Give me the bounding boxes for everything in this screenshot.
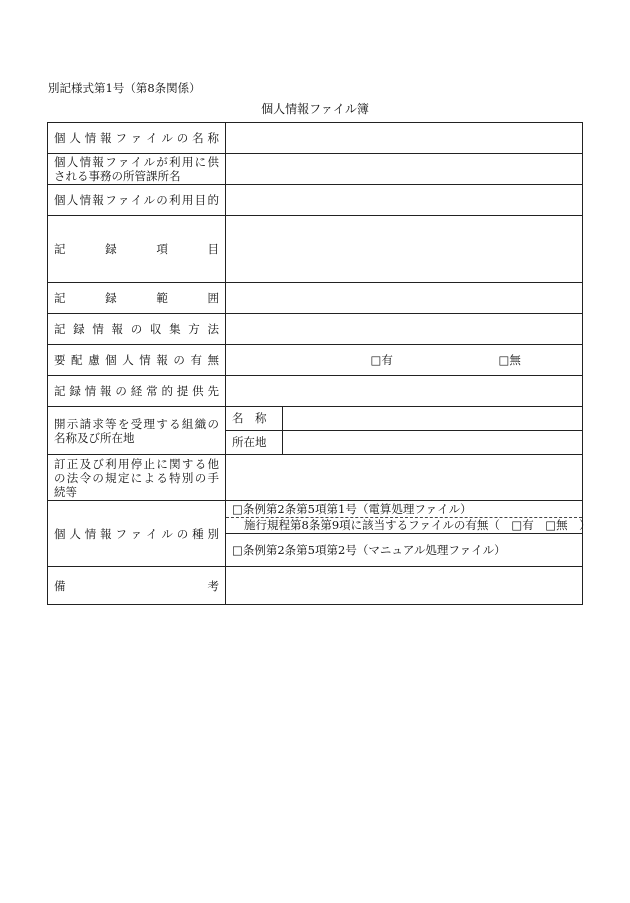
label-org-name: 名 称 bbox=[226, 407, 283, 430]
row-record-items bbox=[48, 216, 583, 283]
row-file-name bbox=[48, 123, 583, 154]
label-file-name: 個人情報ファイルの名称 bbox=[48, 123, 226, 154]
field-org-address[interactable] bbox=[283, 430, 583, 454]
label-department bbox=[48, 154, 226, 185]
label-organization-line2: 名称及び所在地 bbox=[54, 430, 135, 445]
label-record-scope: 記 録 範 囲 bbox=[48, 283, 226, 314]
label-provision: 記録情報の経常的提供先 bbox=[48, 376, 226, 407]
checkbox-kind-manual[interactable]: □条例第2条第5項第2号（マニュアル処理ファイル） bbox=[232, 543, 506, 557]
row-provision bbox=[48, 376, 583, 407]
field-file-name[interactable] bbox=[226, 123, 583, 154]
field-provision[interactable] bbox=[226, 376, 583, 407]
row-remarks bbox=[48, 567, 583, 605]
field-department[interactable] bbox=[226, 154, 583, 185]
label-remarks: 備 考 bbox=[48, 567, 226, 605]
row-organization bbox=[48, 407, 583, 455]
label-sensitive-info: 要配慮個人情報の有無 bbox=[48, 345, 226, 376]
field-file-kind bbox=[226, 501, 591, 567]
registry-table bbox=[47, 122, 591, 605]
row-sensitive-info bbox=[48, 345, 583, 376]
label-department-line1: 個人情報ファイルが利用に供 bbox=[54, 155, 219, 169]
label-special-procedure bbox=[48, 455, 226, 501]
label-purpose: 個人情報ファイルの利用目的 bbox=[48, 185, 226, 216]
row-file-kind bbox=[48, 501, 583, 567]
form-number: 別記様式第1号（第8条関係） bbox=[48, 81, 201, 95]
label-organization bbox=[48, 407, 226, 455]
checkbox-kind-electronic[interactable]: □条例第2条第5項第1号（電算処理ファイル） bbox=[226, 501, 582, 518]
field-record-items[interactable] bbox=[226, 216, 583, 283]
label-file-kind: 個人情報ファイルの種別 bbox=[48, 501, 226, 567]
label-special-line1: 訂正及び利用停止に関する他 bbox=[54, 456, 219, 471]
label-collection-method: 記録情報の収集方法 bbox=[48, 314, 226, 345]
field-special-procedure[interactable] bbox=[226, 455, 583, 501]
row-collection-method bbox=[48, 314, 583, 345]
label-org-address: 所在地 bbox=[226, 430, 283, 454]
checkbox-sensitive-no[interactable]: □無 bbox=[498, 353, 521, 367]
field-organization bbox=[226, 407, 583, 455]
row-record-scope bbox=[48, 283, 583, 314]
label-record-items: 記 録 項 目 bbox=[48, 216, 226, 283]
field-collection-method[interactable] bbox=[226, 314, 583, 345]
field-sensitive-info bbox=[226, 345, 583, 376]
label-department-line2: される事務の所管課所名 bbox=[54, 169, 181, 183]
checkbox-sensitive-yes[interactable]: □有 bbox=[370, 353, 393, 367]
kind-sub-question[interactable]: 施行規程第8条第9項に該当するファイルの有無（ □有 □無 ） bbox=[226, 518, 582, 534]
field-org-name[interactable] bbox=[283, 407, 583, 430]
row-special-procedure bbox=[48, 455, 583, 501]
label-special-line2: の法令の規定による特別の手 bbox=[54, 470, 219, 485]
row-department bbox=[48, 154, 583, 185]
document-title: 個人情報ファイル簿 bbox=[261, 102, 369, 116]
row-purpose bbox=[48, 185, 583, 216]
field-purpose[interactable] bbox=[226, 185, 583, 216]
field-record-scope[interactable] bbox=[226, 283, 583, 314]
label-special-line3: 続等 bbox=[54, 484, 77, 499]
label-organization-line1: 開示請求等を受理する組織の bbox=[54, 416, 219, 431]
field-remarks[interactable] bbox=[226, 567, 583, 605]
